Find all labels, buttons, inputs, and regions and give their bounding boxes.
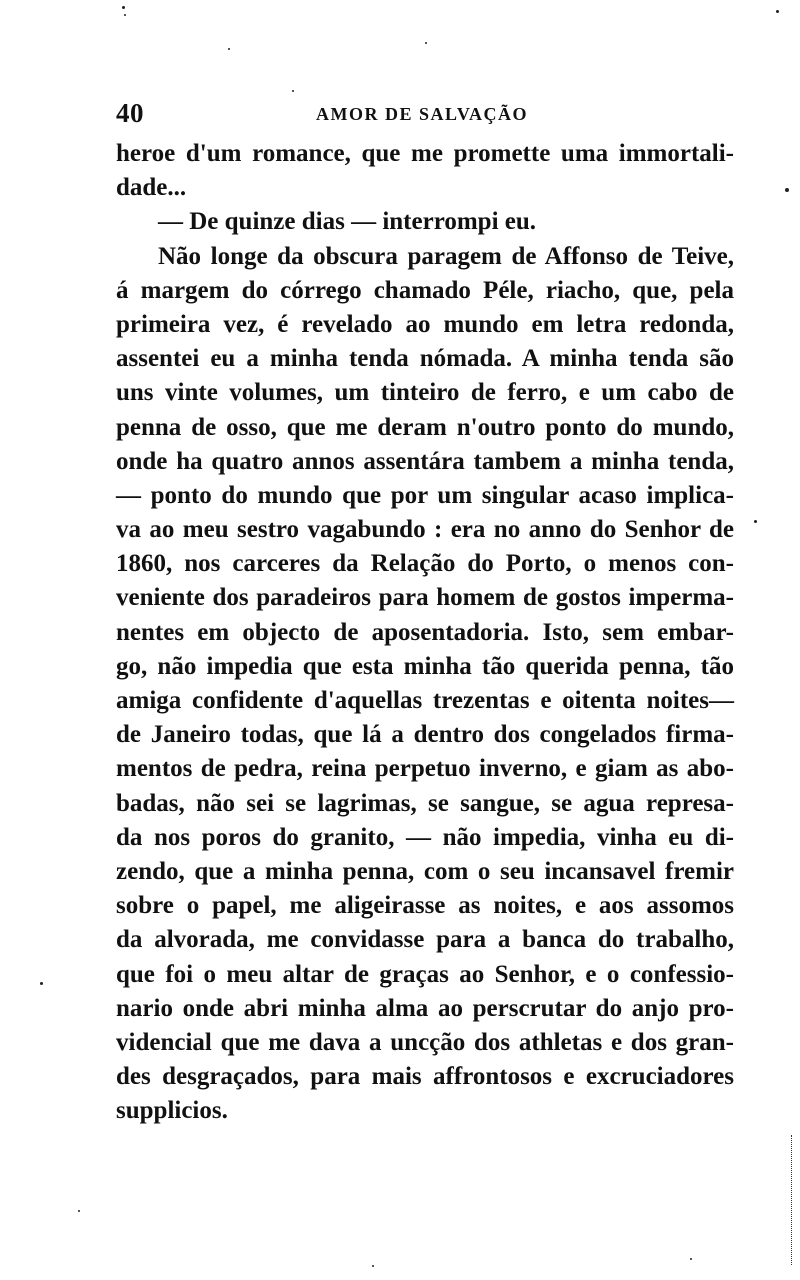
scan-speck <box>372 1265 374 1267</box>
text-line: nentes em objecto de aposentadoria. Isto, sem embar- <box>116 618 734 646</box>
text-line: des desgraçados, para mais affrontosos e excruciadores <box>116 1063 734 1091</box>
text-line: veniente dos paradeiros para homem de gostos imperma- <box>116 584 734 612</box>
scan-speck <box>40 982 43 985</box>
text-line: de Janeiro todas, que lá a dentro dos congelados firma- <box>116 721 734 749</box>
scan-speck <box>425 42 427 44</box>
page-number: 40 <box>116 98 144 128</box>
text-line: supplicios. <box>116 1097 228 1125</box>
text-line: dade... <box>116 174 187 202</box>
text-line: — De quinze dias — interrompi eu. <box>158 208 537 236</box>
text-line: primeira vez, é revelado ao mundo em letra redonda, <box>116 310 734 338</box>
text-line: zendo, que a minha penna, com o seu incansavel fremir <box>116 857 734 885</box>
text-line: da nos poros do granito, — não impedia, vinha eu di- <box>116 823 734 851</box>
scan-speck <box>754 520 757 523</box>
text-line: — ponto do mundo que por um singular acaso implica- <box>116 481 734 509</box>
text-line: amiga confidente d'aquellas trezentas e oitenta noites— <box>116 687 734 714</box>
text-line: assentei eu a minha tenda nómada. A minha tenda são <box>116 345 734 373</box>
text-line: 1860, nos carceres da Relação do Porto, o menos con- <box>116 550 734 578</box>
running-head <box>116 94 736 134</box>
scan-speck <box>124 14 126 16</box>
scan-edge-line <box>790 1135 792 1265</box>
text-line: Não longe da obscura paragem de Affonso de Teive, <box>158 242 734 270</box>
text-line: sobre o papel, me aligeirasse as noites, e aos assomos <box>116 892 734 920</box>
text-line: badas, não sei se lagrimas, se sangue, se agua represa- <box>116 789 734 817</box>
text-line: que foi o meu altar de graças ao Senhor, e o confessio- <box>116 960 734 988</box>
body-text <box>116 137 734 1128</box>
text-line: uns vinte volumes, um tinteiro de ferro, e um cabo de <box>116 379 734 407</box>
scan-speck <box>78 1210 80 1212</box>
text-line: nario onde abri minha alma ao perscrutar do anjo pro- <box>116 994 734 1022</box>
text-line: onde ha quatro annos assentára tambem a minha tenda, <box>116 447 734 475</box>
text-line: heroe d'um romance, que me promette uma immortali- <box>116 140 734 167</box>
text-line: va ao meu sestro vagabundo : era no anno do Senhor de <box>116 516 734 544</box>
text-line: videncial que me dava a uncção dos athletas e dos gran- <box>116 1028 734 1056</box>
text-line: mentos de pedra, reina perpetuo inverno, e giam as abo- <box>116 755 734 783</box>
text-line: penna de osso, que me deram n'outro ponto do mundo, <box>116 413 734 441</box>
text-line: da alvorada, me convidasse para a banca do trabalho, <box>116 926 734 954</box>
scan-speck <box>292 90 294 92</box>
running-title: AMOR DE SALVAÇÃO <box>316 104 529 124</box>
text-line: go, não impedia que esta minha tão querida penna, tão <box>116 652 734 680</box>
scan-speck <box>776 10 779 13</box>
scan-speck <box>785 188 789 192</box>
text-line: á margem do córrego chamado Péle, riacho, que, pela <box>116 276 734 304</box>
scan-speck <box>122 6 125 9</box>
scan-speck <box>228 48 230 50</box>
scan-speck <box>690 1258 692 1260</box>
